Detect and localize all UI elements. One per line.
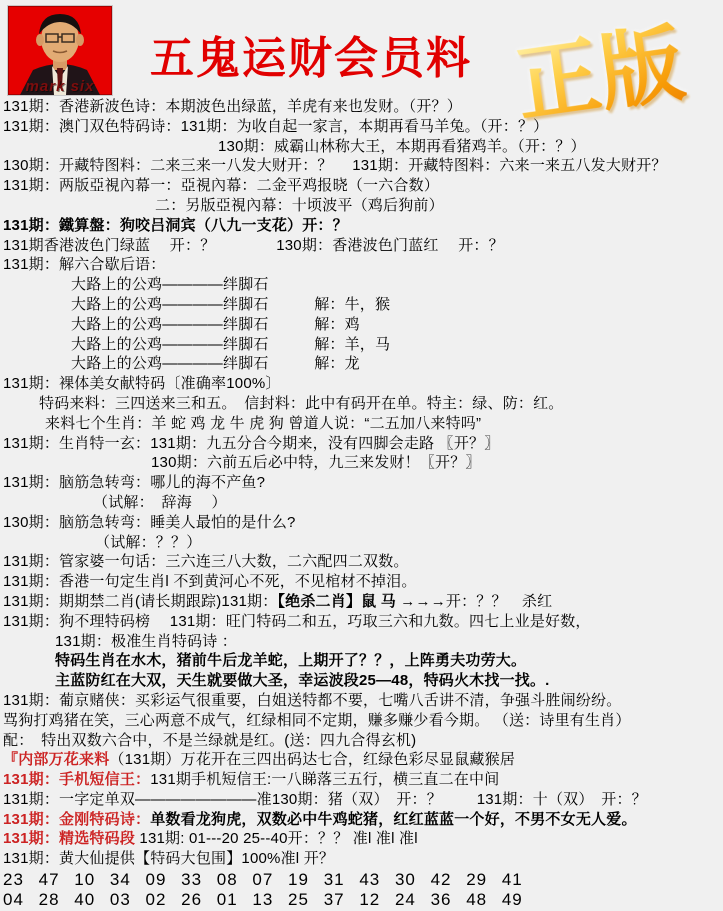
- text-line: [3, 533, 722, 553]
- text-segment: （试解： 辞海 ）: [93, 493, 227, 511]
- text-segment: 单数看龙狗虎，双数必中牛鸡蛇猪，红红蓝蓝一个好，不男不女无人爱。: [150, 810, 637, 828]
- text-segment: 131期：鐵算盤：狗咬吕洞宾（八九一支花）开：？: [3, 216, 348, 234]
- text-line: [3, 612, 722, 632]
- text-line: [3, 394, 722, 414]
- text-line: [3, 453, 722, 473]
- numbers-row-1: 23 47 10 34 09 33 08 07 19 31 43 30 42 29 41: [3, 870, 523, 890]
- text-line: [3, 216, 722, 236]
- text-segment: 大路上的公鸡————绊脚石 解：鸡: [71, 315, 360, 333]
- text-line: [3, 790, 722, 810]
- text-segment: 大路上的公鸡————绊脚石 解：龙: [71, 355, 360, 373]
- text-line: [3, 295, 722, 315]
- text-segment: 上阵勇夫功劳大。: [404, 652, 527, 670]
- text-segment: 131期：狗不理特码榜 131期：旺门特码二和五，巧取三六和九数。四七上业是好数，: [3, 612, 591, 630]
- text-segment: 131期：管家婆一句话：三六连三八大数，二六配四二双数。: [3, 553, 409, 571]
- text-line: [3, 651, 722, 671]
- text-segment: 配： 特出双数六合中，不是兰绿就是红。(送：四九合得玄机): [3, 731, 417, 749]
- text-segment: 131期：葡京赌侠：买彩运气很重要，白姐送特都不要，七嘴八舌讲不清，争强斗胜闹纷纷。: [3, 691, 622, 709]
- text-segment: 131期：香港新波色诗：本期波色出绿蓝，羊虎有来也发财。（开？）: [3, 98, 462, 115]
- text-line: [3, 592, 722, 612]
- text-segment: 130期：开藏特图料：二来三来一八发大财开：？ 131期：开藏特图料：六来一来五八发大财开？: [3, 157, 667, 175]
- text-line: [3, 671, 722, 691]
- text-segment: 131期：解六合歇后语：: [3, 256, 166, 274]
- text-line: [3, 97, 722, 117]
- text-segment: 131期：澳门双色特码诗：131期：为收自起一家言，本期再看马羊兔。（开：？）: [3, 117, 549, 135]
- text-segment: 131期：脑筋急转弯：哪儿的海不产鱼?: [3, 474, 266, 492]
- text-segment: 来料七个生肖：羊 蛇 鸡 龙 牛 虎 狗 曾道人说：“二五加八来特吗”: [45, 414, 482, 432]
- text-segment: 二：另版亞視內幕：十顷波平（鸡后狗前）: [155, 196, 444, 214]
- text-line: [3, 196, 722, 216]
- text-line: [3, 572, 722, 592]
- text-segment: 130期：威霸山林称大王，本期再看猪鸡羊。（开：？）: [218, 137, 586, 155]
- text-segment: 大路上的公鸡————绊脚石: [71, 276, 269, 294]
- text-segment: 特码来料：三四送来三和五。 信封料：此中有码开在单。特主：绿、防：红。: [39, 394, 564, 412]
- text-segment: 130期：六前五后必中特，九三来发财！〖开？〗: [151, 454, 481, 472]
- text-segment: 131期：香港一句定生肖l 不到黄河心不死，不见棺材不掉泪。: [3, 573, 417, 591]
- text-segment: 130期：脑筋急转弯：睡美人最怕的是什么?: [3, 513, 296, 531]
- text-segment: 骂狗打鸡猪在笑，三心两意不成气，红绿相同不定期，赚多赚少看今期。 （送：诗里有生肖）: [3, 711, 631, 729]
- text-line: [3, 810, 722, 830]
- text-line: [3, 414, 722, 434]
- authenticity-badge: 正版: [511, 15, 722, 134]
- text-line: [3, 632, 722, 652]
- text-line: [3, 829, 722, 849]
- text-line: [3, 275, 722, 295]
- text-line: [3, 552, 722, 572]
- text-segment: 【绝杀二肖】鼠 马: [277, 592, 401, 610]
- photo-caption: mark six: [25, 78, 95, 95]
- text-segment: 大路上的公鸡————绊脚石 解：羊，马: [71, 335, 391, 353]
- text-segment: 主蓝防红在大双，天生就要做大圣，幸运波段25—48，特码火木找一找。.: [55, 672, 550, 690]
- text-line: [3, 137, 722, 157]
- text-line: [3, 513, 722, 533]
- content-lines: [3, 97, 722, 869]
- text-segment: 131期：一字定单双————————准130期：猪（双） 开：？ 131期：十（双） 开：？: [3, 790, 647, 808]
- text-segment: 131期：手机短信王：: [3, 771, 151, 789]
- text-segment: 131期：精选特码段: [3, 830, 136, 848]
- text-segment: 特码生肖在水木，猪前牛后龙羊蛇，上期开了？？，: [55, 652, 405, 670]
- text-line: [3, 335, 722, 355]
- text-line: [3, 255, 722, 275]
- text-segment: 131期：黄大仙提供【特码大包围】100%准l 开？: [3, 850, 335, 868]
- text-line: [3, 849, 722, 869]
- text-segment: 131期：期期禁二肖(请长期跟踪)131期：: [3, 592, 278, 610]
- content-area: [3, 97, 722, 909]
- text-line: [3, 434, 722, 454]
- text-segment: 131期：生肖特一玄：131期：九五分合今期来，没有四脚会走路 〖开？〗: [3, 434, 500, 452]
- text-line: [3, 473, 722, 493]
- text-segment: （试解：？？）: [95, 533, 202, 551]
- text-segment: 131期：两版亞視內幕一：亞視內幕：二金平鸡报晓（一六合数）: [3, 177, 440, 195]
- page-title: 五鬼运财会员料: [150, 34, 472, 83]
- text-line: [3, 117, 722, 137]
- text-line: [3, 315, 722, 335]
- text-line: [3, 374, 722, 394]
- text-line: [3, 731, 722, 751]
- text-segment: 大路上的公鸡————绊脚石 解：牛，猴: [71, 295, 391, 313]
- text-segment: 131期: 01---20 25--40开：？？ 准l 准l 准l: [135, 830, 418, 848]
- text-line: [3, 156, 722, 176]
- text-line: [3, 691, 722, 711]
- portrait-photo: [8, 6, 112, 95]
- text-segment: →→→开：？？ 杀红: [400, 592, 553, 610]
- text-segment: 『内部万花来料: [3, 751, 110, 769]
- text-segment: 131期：金刚特码诗：: [3, 810, 151, 828]
- text-line: [3, 176, 722, 196]
- text-segment: （131期）万花开在三四出码达七合，红绿色彩尽显鼠藏猴居: [109, 751, 516, 769]
- text-line: [3, 354, 722, 374]
- text-segment: 131期手机短信王:一八睇落三五行，横三直二在中间: [150, 771, 500, 789]
- text-line: [3, 770, 722, 790]
- text-segment: 131期：极准生肖特码诗 ：: [55, 632, 237, 650]
- text-line: [3, 711, 722, 731]
- numbers-row-2: 04 28 40 03 02 26 01 13 25 37 12 24 36 48 49: [3, 890, 523, 910]
- text-line: [3, 493, 722, 513]
- text-segment: 131期：裸体美女献特码〔准确率100%〕: [3, 375, 281, 393]
- text-line: [3, 236, 722, 256]
- text-segment: 131期香港波色门绿蓝 开：？ 130期：香港波色门蓝红 开：？: [3, 236, 504, 254]
- text-line: [3, 750, 722, 770]
